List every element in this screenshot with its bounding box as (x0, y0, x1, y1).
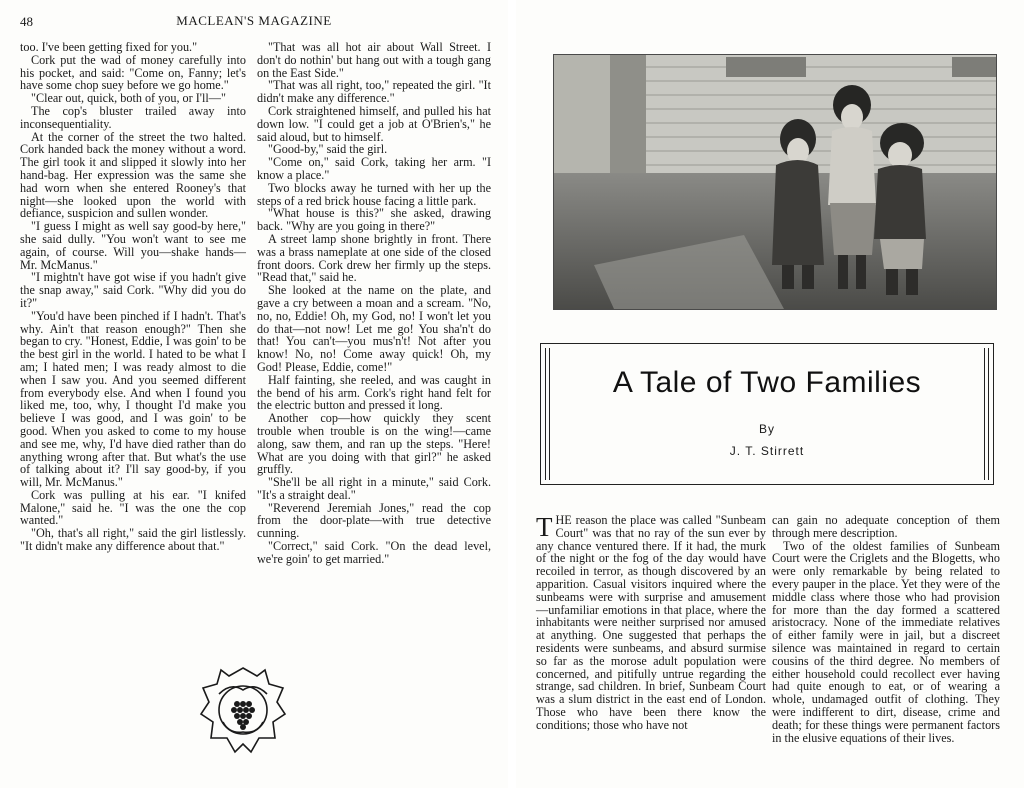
paragraph: "Clear out, quick, both of you, or I'll—" (31, 91, 226, 106)
opening-paragraph (536, 514, 766, 732)
paragraph: can gain no adequate conception of them through mere description. (772, 513, 1000, 540)
paragraph: The cop's bluster trailed away into inconsequentiality. (20, 103, 246, 131)
paragraph: Half fainting, she reeled, and was caught in the bend of his arm. Cork's right hand felt for the electric button and pressed it long. (257, 372, 491, 413)
paragraph: too. I've been getting fixed for you." (20, 40, 198, 54)
paragraph: She looked at the name on the plate, and gave a cry between a moan and a scream. "No, no, no, Eddie! Oh, my God, no! I won't let you do that—not now! Let me go! You sha'n't do that! You can't—you mus'n't! Not after you know! No, no! Come away quick! Oh, my God! Please, Eddie, come!" (257, 283, 491, 374)
paragraph: "I guess I might as well say good-by here," she said dully. "You won't want to see me again, of course. Will you—shake hands—Mr. McManus." (20, 219, 246, 272)
paragraph: At the corner of the street the two halted. Cork handed back the money without a word. The girl took it and slipped it slowly into her hand-bag. Her expression was the same she had worn when she entered Rooney's that night—she looked upon the world with defiance, suspicion and sullen wonder. (20, 129, 246, 221)
page-number: 48 (20, 14, 33, 29)
byline-label: By (758, 422, 775, 436)
paragraph: "Oh, that's all right," said the girl listlessly. "It didn't make any difference about that." (20, 526, 246, 554)
paragraph: A street lamp shone brightly in front. There was a brass nameplate at one side of the closed front doors. Cork drew her firmly up the steps. "Read that," said he. (257, 231, 491, 285)
paragraph: "Come on," said Cork, taking her arm. "I know a place." (257, 155, 491, 182)
paragraph: "That was all hot air about Wall Street. I don't do nothin' but hang out with a tough gang on the East Side." (257, 40, 491, 80)
photo-illustration (554, 55, 996, 309)
paragraph: Cork was pulling at his ear. "I knifed Malone," said he. "I was the one the cop wanted." (20, 487, 246, 528)
left-column-2 (257, 41, 491, 566)
paragraph: Two of the oldest families of Sunbeam Court were the Criglets and the Blogetts, who were only remarkable by being related to every pauper in the place. Yet they were of the middle class where those who had provision for more than the day formed a scattered aristocracy. None of the immediate relatives of either family were in jail, but a discreet silence was maintained in regard to certain cousins of the third degree. No members of either household could recollect ever having had quite enough to eat, or of wearing a whole, undamaged outfit of clothing. They were indifferent to dirt, disease, crime and death; for these things were permanent factors in the elusive equations of their lives. (772, 538, 1000, 745)
paragraph: "Correct," said Cork. "On the dead level, we're goin' to get married." (257, 539, 491, 566)
right-column-2 (772, 514, 1000, 744)
drop-cap: T (536, 512, 553, 542)
paragraph: "I mightn't have got wise if you hadn't give the snap away," said Cork. "Why did you do it?" (20, 270, 246, 310)
vine-ornament-icon (199, 664, 287, 756)
paragraph: "What house is this?" she asked, drawing back. "Why are you going in there?" (257, 206, 491, 234)
author-name: J. T. Stirrett (729, 444, 805, 458)
title-box (540, 343, 994, 485)
right-page (516, 0, 1024, 788)
children-photograph (553, 54, 997, 310)
paragraph: Cork straightened himself, and pulled his hat down low. "I could get a job at O'Brien's," he said aloud, but to himself. (257, 103, 491, 144)
opening-text: HE reason the place was called "Sunbeam Court" was that no ray of the sun ever by any chance ventured there. If it had, the murk of the night or the fog of the day would have recoiled in terror, as though discovered by an apparition. Casual visitors inquired where the sunbeams were with surprise and amusement—unfamiliar emotions in that place, where the inhabitants were neither surprised nor amused at anything. One suggested that perhaps the residents were sunbeams, and absurd surmise so far as the morose adult population were concerned, and pitifully untrue regarding the strange, sad children. In brief, Sunbeam Court was a slum district in the east end of London. Those who have been there know the conditions; those who have not (536, 513, 766, 732)
paragraph: "You'd have been pinched if I hadn't. That's why. Ain't that reason enough?" Then she began to cry. "Honest, Eddie, I was goin' to be the best girl in the world. I hated to be what I am; I hated men; I was ready almost to die when I saw you. And you seemed different from everybody else. And when I found you liked me, too, why, I thought I'd make you believe I was good, and I was goin' to be good. When you asked to come to my house and see me, why, I'd have died rather than do anything wrong after that. But what's the use of talking about it? I'll say good-by, if you will, Mr. McManus." (20, 308, 246, 490)
running-head: MACLEAN'S MAGAZINE (176, 13, 332, 28)
story-title: A Tale of Two Families (612, 366, 922, 399)
right-column-1 (536, 514, 766, 732)
left-page (0, 0, 508, 788)
paragraph: "That was all right, too," repeated the girl. "It didn't make any difference." (257, 78, 491, 106)
page-gutter (508, 0, 516, 788)
left-column-1 (20, 41, 246, 553)
paragraph: Cork put the wad of money carefully into his pocket, and said: "Come on, Fanny; let's have some chop suey before we go home." (20, 52, 246, 93)
paragraph: Two blocks away he turned with her up the steps of a red brick house facing a little park. (257, 180, 491, 208)
paragraph: "Reverend Jeremiah Jones," read the cop from the door-plate—with true detective cunning. (257, 500, 491, 541)
paragraph: Another cop—how quickly they scent trouble when trouble is on the wing!—came along, saw them, and ran up the steps. "Here! What are you doing with that girl?" he asked gruffly. (257, 411, 491, 477)
paragraph: "She'll be all right in a minute," said Cork. "It's a straight deal." (257, 475, 491, 502)
paragraph: "Good-by," said the girl. (268, 142, 388, 157)
